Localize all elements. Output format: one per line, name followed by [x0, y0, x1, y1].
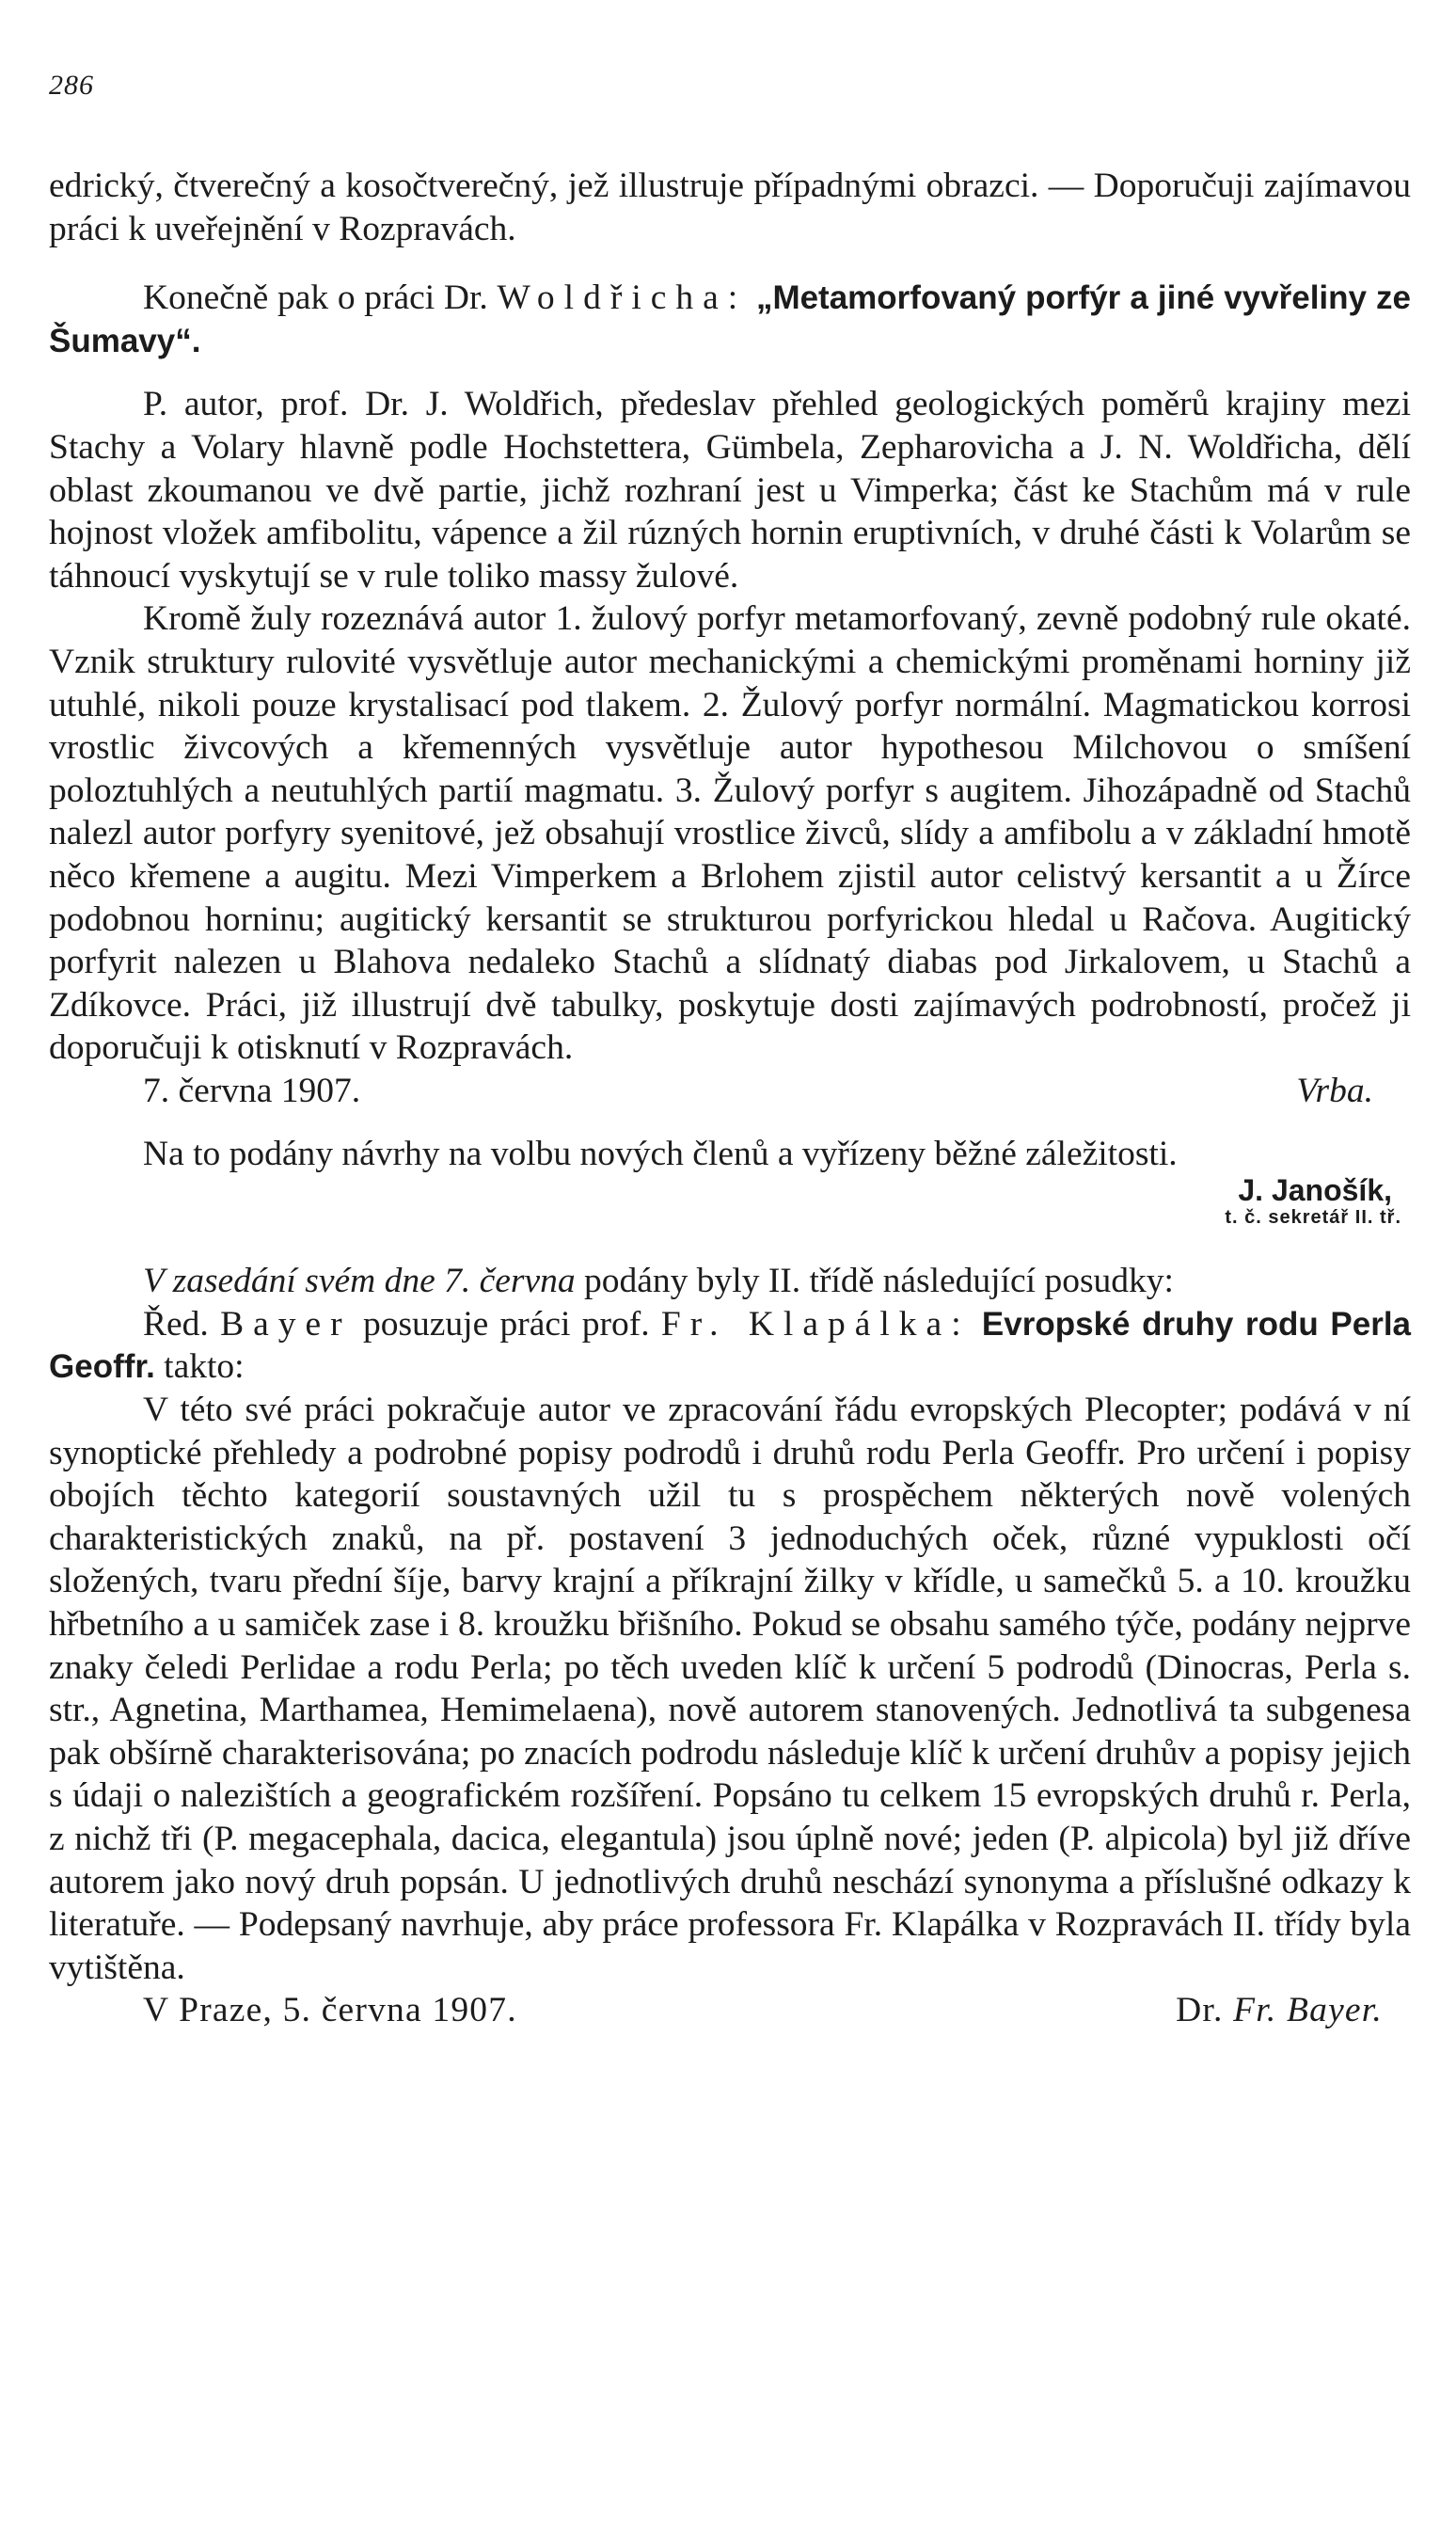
page-number: 286 — [49, 70, 94, 101]
review-intro: Konečně pak o práci Dr. — [143, 278, 488, 318]
reviewer-signature: Vrba. — [1296, 1071, 1373, 1110]
work-title: „Metamorfovaný porfýr a jiné vyvřeliny ze Šumavy“. — [49, 279, 1412, 359]
document-body — [49, 165, 1411, 2032]
paragraph-session — [49, 1260, 1411, 1303]
work2-title: Evropské druhy rodu Perla Geoffr. — [49, 1305, 1412, 1386]
secretary-name: J. Janošík, — [1238, 1173, 1392, 1208]
closing-sig-name: Fr. Bayer. — [1233, 1991, 1383, 2030]
paragraph-continuation: edrický, čtverečný a kosočtverečný, jež illustruje případnými obrazci. — Doporučuji zajímavou práci k uveřejnění v Rozpravách. — [49, 167, 1411, 248]
paragraph-proposals: Na to podány návrhy na volbu nových členů a vyřízeny běžné záležitosti. — [143, 1135, 1178, 1174]
date-signature-row — [49, 1070, 1411, 1113]
review2-intro: Řed. — [143, 1304, 209, 1344]
secretary-title: t. č. sekretář II. tř. — [1225, 1207, 1401, 1229]
closing-row — [49, 1989, 1411, 2032]
review2-end: takto: — [164, 1347, 245, 1387]
closing-sig-prefix: Dr. — [1176, 1991, 1224, 2030]
author-name: Woldřicha: — [497, 278, 748, 318]
paragraph-woldrich-review — [49, 277, 1411, 362]
session-text: podány byly II. třídě následující posudky: — [584, 1262, 1174, 1301]
paragraph-perla-review: V této své práci pokračuje autor ve zpracování řádu evropských Plecopter; podává v ní synoptické přehledy a podrobné popisy podrodů i druhů rodu Perla Geoffr. Pro určení i popisy obojích těchto kategorií soustavných užil tu s prospěchem některých nově volených charakteristických znaků, na př. postavení 3 jednoduchých oček, různé vypuklosti očí složených, tvaru přední šíje, barvy krajní a příkrajní žilky v křídle, u samečků 5. a 10. kroužku hřbetního a u samiček zase i 8. kroužku břišního. Pokud se obsahu samého týče, podány nejprve znaky čeledi Perlidae a rodu Perla; po těch uveden klíč k určení 5 podrodů (Dinocras, Perla s. str., Agnetina, Marthamea, Hemimelaena), nově autorem stanovených. Jednotlivá ta subgenesa pak obšírně charakterisována; po znacích podrodu následuje klíč k určení druhův a popisy jejich s údaji o nalezištích a geografickém rozšíření. Popsáno tu celkem 15 evropských druhů r. Perla, z nichž tři (P. megacephala, dacica, elegantula) jsou úplně nové; jeden (P. alpicola) byl již dříve autorem jako nový druh popsán. U jednotlivých druhů neschází synonyma a příslušné odkazy k literatuře. — Podepsaný navrhuje, aby práce professora Fr. Klapálka v Rozpravách II. třídy byla vytištěna. — [49, 1391, 1411, 1987]
review-date: 7. června 1907. — [143, 1071, 361, 1110]
paragraph-bayer-review — [49, 1303, 1411, 1389]
paragraph-rock-types: Kromě žuly rozeznává autor 1. žulový porfyr metamorfovaný, zevně podobný rule okaté. Vznik struktury rulovité vysvětluje autor mechanickými a chemickými proměnami horniny již utuhlé, nikoli pouze krystalisací pod tlakem. 2. Žulový porfyr normální. Magmatickou korrosi vrostlic živcových a křemenných vysvětluje autor hypothesou Milchovou o smíšení poloztuhlých a neutuhlých partií magmatu. 3. Žulový porfyr s augitem. Jihozápadně od Stachů nalezl autor porfyry syenitové, jež obsahují vrostlice živců, slídy a amfibolu a v základní hmotě něco křemene a augitu. Mezi Vimperkem a Brlohem zjistil autor celistvý kersantit a u Žírce podobnou horninu; augitický kersantit se strukturou porfyrickou hledal u Račova. Augitický porfyrit nalezen u Blahova nedaleko Stachů a slídnatý diabas pod Jirkalovem, u Stachů a Zdíkovce. Práci, již illustrují dvě tabulky, poskytuje dosti zajímavých podrobností, pročež ji doporučuji k otisknutí v Rozpravách. — [49, 599, 1411, 1068]
session-date: V zasedání svém dne 7. června — [143, 1262, 576, 1301]
paragraph-summary: P. autor, prof. Dr. J. Woldřich, předeslav přehled geologických poměrů krajiny mezi Stachy a Volary hlavně podle Hochstettera, Gümbela, Zepharovicha a J. N. Woldřicha, dělí oblast zkoumanou ve dvě partie, jichž rozhraní jest u Vimperka; část ke Stachům má v rule hojnost vložek amfibolitu, vápence a žil rúzných hornin eruptivních, v druhé části k Volarům se táhnoucí vyskytují se v rule toliko massy žulové. — [49, 385, 1411, 596]
review2-mid: posuzuje práci prof. — [362, 1304, 650, 1344]
author2-name: Fr. Klapálka: — [660, 1304, 971, 1344]
reviewer-name: Bayer — [220, 1304, 352, 1344]
closing-signature — [1176, 1989, 1411, 2032]
secretary-signature — [49, 1174, 1411, 1228]
closing-place-date: V Praze, 5. června 1907. — [143, 1991, 517, 2030]
